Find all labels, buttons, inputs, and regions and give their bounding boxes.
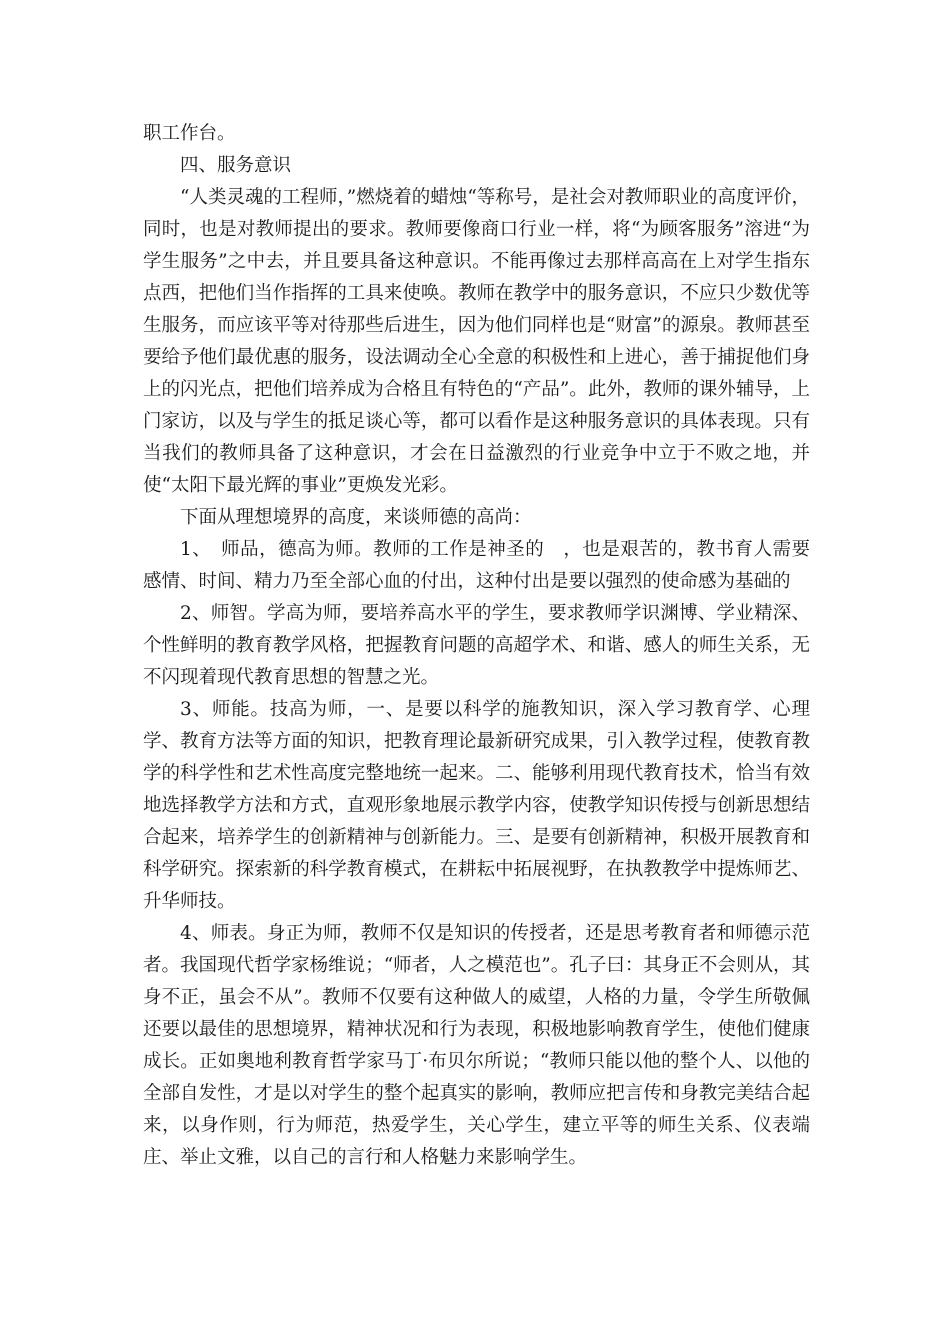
paragraph-teacher-example: 4、师表。身正为师，教师不仅是知识的传授者，还是思考教育者和师德示范者。我国现代哲学家杨维说；“师者，人之模范也”。孔子曰：其身正不会则从，其身不正，虽会不从”。教师不仅要有这种做人的威望，人格的力量，令学生所敬佩还要以最佳的思想境界，精神状况和行为表现，积极地影响教育学生，使他们健康成长。正如奥地利教育哲学家马丁·布贝尔所说；“教师只能以他的整个人、以他的全部自发性，才是以对学生的整个起真实的影响，教师应把言传和身教完美结合起来，以身作则，行为师范，热爱学生，关心学生，建立平等的师生关系、仪表端庄、举止文雅，以自己的言行和人格魅力来影响学生。 (143, 923, 810, 1168)
paragraph-teacher-character: 1、 师品，德高为师。教师的工作是神圣的 ，也是艰苦的，教书育人需要感情、时间、精力乃至全部心血的付出，这种付出是要以强烈的使命感为基础的 (143, 539, 810, 592)
paragraph-continuation: 职工作台。 (143, 123, 236, 144)
paragraph-service-awareness: “人类灵魂的工程师，”燃烧着的蜡烛“等称号，是社会对教师职业的高度评价，同时，也是对教师提出的要求。教师要像商口行业一样，将“为顾客服务”溶进“为学生服务”之中去，并且要具备这种意识。不能再像过去那样高高在上对学生指东点西，把他们当作指挥的工具来使唤。教师在教学中的服务意识，不应只少数优等生服务，而应该平等对待那些后进生，因为他们同样也是“财富”的源泉。教师甚至要给予他们最优惠的服务，设法调动全心全意的积极性和上进心，善于捕捉他们身上的闪光点，把他们培养成为合格且有特色的“产品”。此外，教师的课外辅导，上门家访，以及与学生的抵足谈心等，都可以看作是这种服务意识的具体表现。只有当我们的教师具备了这种意识，才会在日益激烈的行业竞争中立于不败之地，并使“太阳下最光辉的事业”更焕发光彩。 (143, 187, 810, 496)
paragraph-teacher-ability: 3、师能。技高为师，一、是要以科学的施教知识，深入学习教育学、心理学、教育方法等方面的知识，把教育理论最新研究成果，引入教学过程，使教育教学的科学性和艺术性高度完整地统一起来。二、能够利用现代教育技术，恰当有效地选择教学方法和方式，直观形象地展示教学内容，使教学知识传授与创新思想结合起来，培养学生的创新精神与创新能力。三、是要有创新精神，积极开展教育和科学研究。探索新的科学教育模式，在耕耘中拓展视野，在执教教学中提炼师艺、升华师技。 (143, 699, 810, 912)
paragraph-teacher-wisdom: 2、师智。学高为师，要培养高水平的学生，要求教师学识渊博、学业精深、个性鲜明的教育教学风格，把握教育问题的高超学术、和谐、感人的师生关系，无不闪现着现代教育思想的智慧之光。 (143, 603, 810, 688)
document-body (143, 118, 810, 1174)
section-heading-service-awareness: 四、服务意识 (180, 155, 292, 176)
paragraph-intro-ideals: 下面从理想境界的高度，来谈师德的高尚： (180, 507, 532, 528)
